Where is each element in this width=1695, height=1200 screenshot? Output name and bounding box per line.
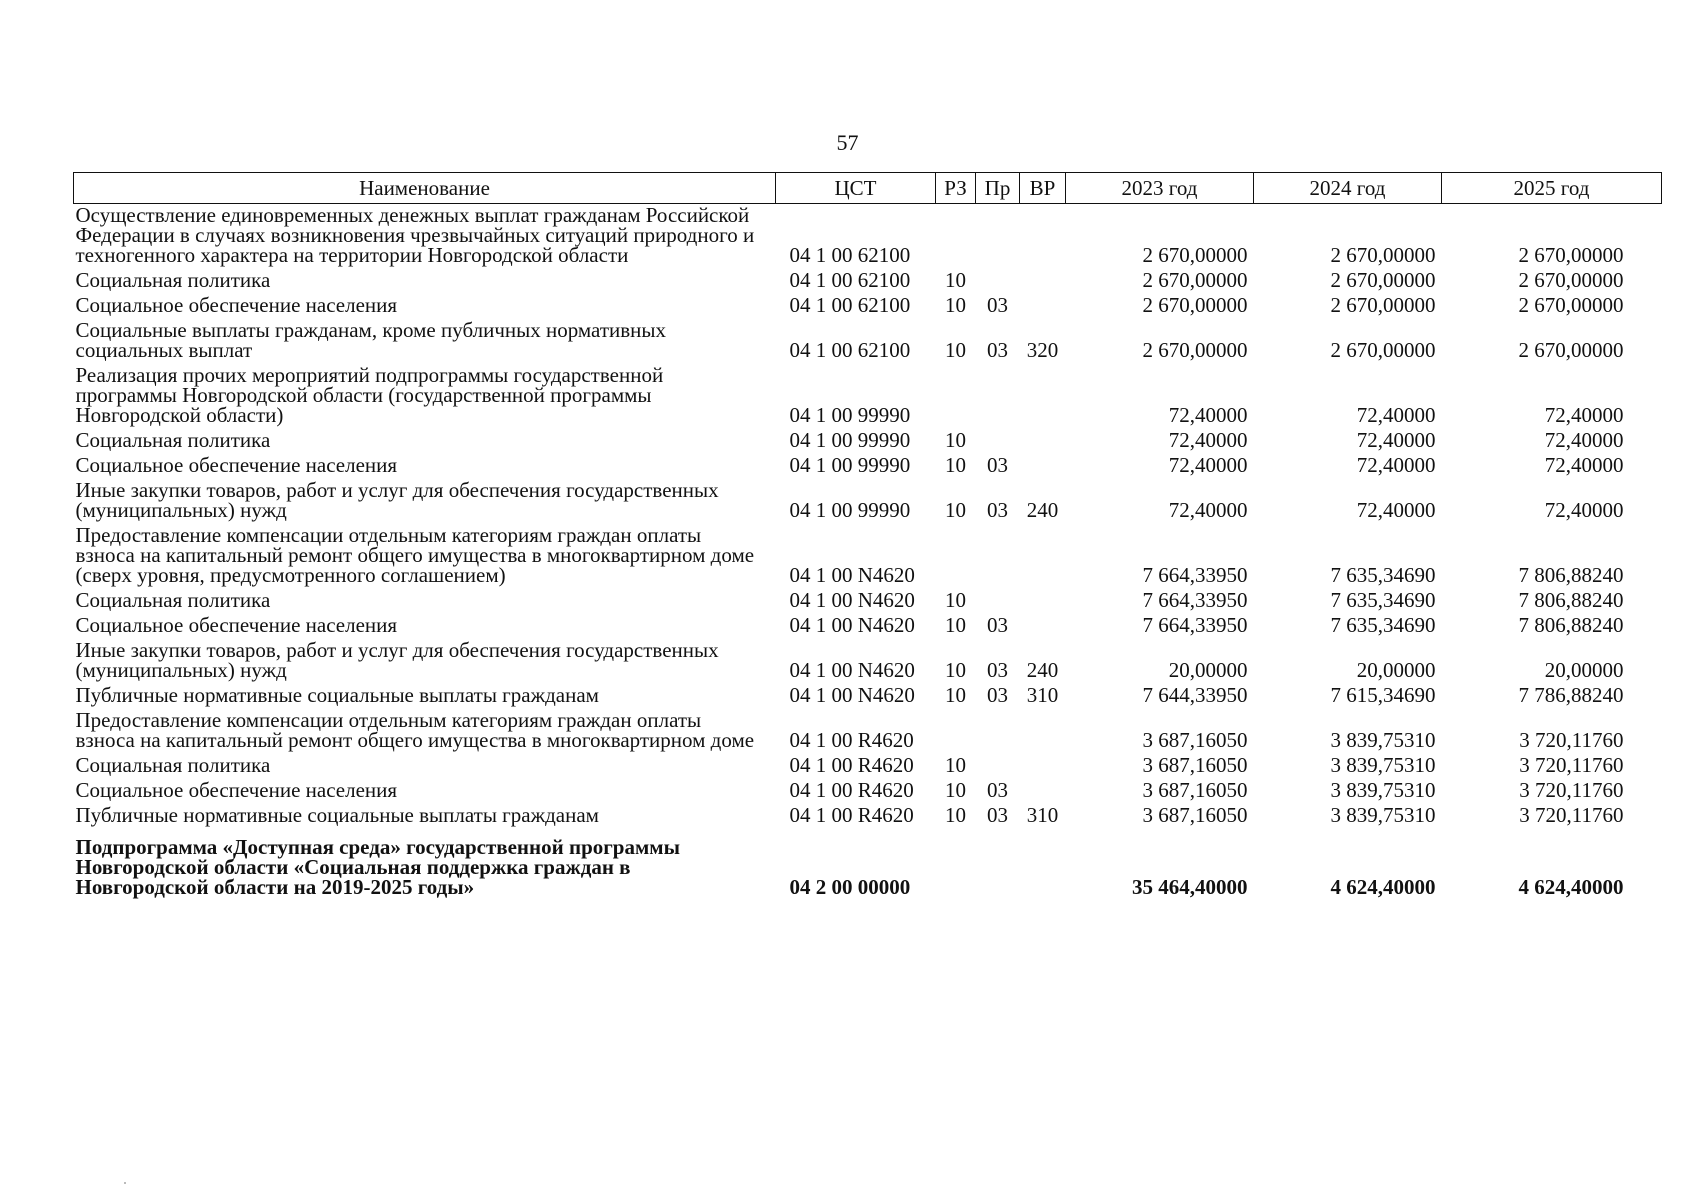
cell-cst: 04 1 00 62100 <box>789 268 911 292</box>
cell-cst: 04 1 00 N4620 <box>789 563 915 587</box>
cell-vr <box>1020 614 1066 639</box>
cell-spacer <box>1630 319 1662 364</box>
cell-name: Реализация прочих мероприятий подпрограммы государственной программы Новгородской области (государственной программы Новгородской области) <box>75 363 664 427</box>
cell-2023: 72,40000 <box>1168 403 1248 427</box>
cell-2025: 3 720,11760 <box>1519 803 1624 827</box>
cell-2023: 35 464,40000 <box>1132 875 1248 899</box>
cell-pr: 03 <box>987 498 1008 522</box>
cell-2025: 72,40000 <box>1544 453 1624 477</box>
header-vr: ВР <box>1020 173 1066 204</box>
table-row <box>74 589 1662 614</box>
cell-2024: 2 670,00000 <box>1330 268 1436 292</box>
cell-2024: 3 839,75310 <box>1330 753 1436 777</box>
cell-spacer <box>1630 524 1662 589</box>
table-row <box>74 639 1662 684</box>
header-name: Наименование <box>74 173 776 204</box>
cell-2025: 3 720,11760 <box>1519 728 1624 752</box>
cell-cst: 04 1 00 N4620 <box>789 588 915 612</box>
cell-2024: 20,00000 <box>1356 658 1436 682</box>
cell-vr <box>1020 754 1066 779</box>
cell-pr <box>976 589 1020 614</box>
header-2023: 2023 год <box>1066 173 1254 204</box>
cell-spacer <box>1630 294 1662 319</box>
table-row <box>74 319 1662 364</box>
cell-name: Иные закупки товаров, работ и услуг для обеспечения государственных (муниципальных) нужд <box>75 638 719 682</box>
cell-pr: 03 <box>987 338 1008 362</box>
cell-cst: 04 1 00 62100 <box>789 293 911 317</box>
cell-vr: 240 <box>1026 658 1059 682</box>
cell-spacer <box>1630 779 1662 804</box>
cell-2023: 7 664,33950 <box>1142 588 1248 612</box>
cell-rz: 10 <box>945 453 966 477</box>
cell-cst: 04 1 00 R4620 <box>789 803 914 827</box>
cell-pr: 03 <box>987 778 1008 802</box>
cell-pr <box>976 524 1020 589</box>
table-row <box>74 709 1662 754</box>
cell-vr <box>1020 294 1066 319</box>
cell-spacer <box>1630 614 1662 639</box>
cell-rz: 10 <box>945 428 966 452</box>
cell-name: Иные закупки товаров, работ и услуг для обеспечения государственных (муниципальных) нужд <box>75 478 719 522</box>
cell-name: Социальное обеспечение населения <box>75 778 398 802</box>
cell-rz: 10 <box>945 753 966 777</box>
cell-rz <box>936 204 976 270</box>
cell-spacer <box>1630 269 1662 294</box>
cell-rz <box>936 709 976 754</box>
cell-2025: 2 670,00000 <box>1518 293 1624 317</box>
cell-2024: 7 635,34690 <box>1330 563 1436 587</box>
cell-vr <box>1020 269 1066 294</box>
cell-2025: 20,00000 <box>1544 658 1624 682</box>
cell-2023: 3 687,16050 <box>1142 753 1248 777</box>
cell-spacer <box>1630 204 1662 270</box>
cell-rz: 10 <box>945 338 966 362</box>
cell-vr <box>1020 829 1066 901</box>
cell-pr <box>976 754 1020 779</box>
cell-2025: 2 670,00000 <box>1518 338 1624 362</box>
cell-2024: 7 615,34690 <box>1330 683 1436 707</box>
cell-pr: 03 <box>987 613 1008 637</box>
cell-name: Предоставление компенсации отдельным категориям граждан оплаты взноса на капитальный ремонт общего имущества в многоквартирном доме <box>75 708 755 752</box>
cell-2025: 72,40000 <box>1544 403 1624 427</box>
cell-name: Социальная политика <box>75 268 271 292</box>
cell-2024: 3 839,75310 <box>1330 728 1436 752</box>
table-row <box>74 479 1662 524</box>
cell-vr <box>1020 364 1066 429</box>
cell-name: Социальное обеспечение населения <box>75 453 398 477</box>
table-header <box>74 173 1662 204</box>
table-row <box>74 829 1662 901</box>
cell-name: Предоставление компенсации отдельным категориям граждан оплаты взноса на капитальный ремонт общего имущества в многоквартирном доме (сверх уровня, предусмотренного соглашением) <box>75 523 755 587</box>
cell-2025: 2 670,00000 <box>1518 243 1624 267</box>
header-pr: Пр <box>976 173 1020 204</box>
header-cst: ЦСТ <box>776 173 936 204</box>
cell-rz: 10 <box>945 613 966 637</box>
cell-2023: 2 670,00000 <box>1142 268 1248 292</box>
cell-2023: 2 670,00000 <box>1142 338 1248 362</box>
cell-2025: 72,40000 <box>1544 428 1624 452</box>
table-row <box>74 364 1662 429</box>
table-body <box>74 204 1662 902</box>
cell-pr: 03 <box>987 683 1008 707</box>
cell-2024: 2 670,00000 <box>1330 243 1436 267</box>
cell-2023: 72,40000 <box>1168 498 1248 522</box>
cell-2023: 7 664,33950 <box>1142 613 1248 637</box>
cell-vr <box>1020 524 1066 589</box>
table-row <box>74 269 1662 294</box>
cell-pr <box>976 269 1020 294</box>
cell-cst: 04 2 00 00000 <box>789 875 911 899</box>
cell-cst: 04 1 00 R4620 <box>789 778 914 802</box>
cell-cst: 04 1 00 99990 <box>789 453 911 477</box>
cell-2025: 4 624,40000 <box>1518 875 1624 899</box>
cell-cst: 04 1 00 99990 <box>789 403 911 427</box>
cell-spacer <box>1630 829 1662 901</box>
cell-rz: 10 <box>945 268 966 292</box>
table-row <box>74 684 1662 709</box>
page-number: 57 <box>836 130 859 155</box>
cell-pr <box>976 204 1020 270</box>
cell-cst: 04 1 00 N4620 <box>789 658 915 682</box>
header-2024: 2024 год <box>1254 173 1442 204</box>
cell-2023: 72,40000 <box>1168 428 1248 452</box>
cell-name: Социальное обеспечение населения <box>75 613 398 637</box>
cell-2023: 3 687,16050 <box>1142 728 1248 752</box>
cell-rz: 10 <box>945 683 966 707</box>
cell-spacer <box>1630 429 1662 454</box>
cell-cst: 04 1 00 99990 <box>789 428 911 452</box>
cell-2023: 20,00000 <box>1168 658 1248 682</box>
cell-spacer <box>1630 709 1662 754</box>
cell-2024: 72,40000 <box>1356 453 1436 477</box>
cell-spacer <box>1630 589 1662 614</box>
cell-spacer <box>1630 804 1662 829</box>
table-row <box>74 614 1662 639</box>
table-row <box>74 524 1662 589</box>
cell-name: Публичные нормативные социальные выплаты гражданам <box>75 683 599 707</box>
cell-2024: 72,40000 <box>1356 428 1436 452</box>
cell-vr <box>1020 429 1066 454</box>
cell-2024: 2 670,00000 <box>1330 293 1436 317</box>
cell-2025: 7 806,88240 <box>1518 563 1624 587</box>
cell-name: Социальная политика <box>75 753 271 777</box>
cell-rz: 10 <box>945 498 966 522</box>
cell-2023: 2 670,00000 <box>1142 243 1248 267</box>
cell-cst: 04 1 00 N4620 <box>789 683 915 707</box>
cell-cst: 04 1 00 R4620 <box>789 753 914 777</box>
cell-2023: 2 670,00000 <box>1142 293 1248 317</box>
cell-rz <box>936 364 976 429</box>
cell-rz: 10 <box>945 293 966 317</box>
cell-pr <box>976 429 1020 454</box>
cell-2025: 72,40000 <box>1544 498 1624 522</box>
cell-pr: 03 <box>987 803 1008 827</box>
cell-2025: 7 806,88240 <box>1518 613 1624 637</box>
cell-vr <box>1020 589 1066 614</box>
cell-cst: 04 1 00 99990 <box>789 498 911 522</box>
cell-pr: 03 <box>987 453 1008 477</box>
cell-cst: 04 1 00 R4620 <box>789 728 914 752</box>
table-row <box>74 204 1662 270</box>
cell-spacer <box>1630 454 1662 479</box>
cell-2025: 2 670,00000 <box>1518 268 1624 292</box>
cell-2024: 7 635,34690 <box>1330 588 1436 612</box>
cell-pr: 03 <box>987 293 1008 317</box>
cell-name: Публичные нормативные социальные выплаты гражданам <box>75 803 599 827</box>
cell-cst: 04 1 00 N4620 <box>789 613 915 637</box>
cell-rz: 10 <box>945 658 966 682</box>
cell-name: Социальная политика <box>75 428 271 452</box>
budget-table <box>73 172 1662 901</box>
table-row <box>74 429 1662 454</box>
cell-vr <box>1020 709 1066 754</box>
cell-vr: 310 <box>1026 683 1059 707</box>
cell-2024: 4 624,40000 <box>1330 875 1436 899</box>
cell-2024: 3 839,75310 <box>1330 778 1436 802</box>
scan-speck <box>124 1182 126 1184</box>
cell-name: Осуществление единовременных денежных выплат гражданам Российской Федерации в случаях возникновения чрезвычайных ситуаций природного и техногенного характера на территории Новгородской области <box>75 203 755 267</box>
cell-spacer <box>1630 684 1662 709</box>
cell-vr <box>1020 779 1066 804</box>
cell-vr: 310 <box>1026 803 1059 827</box>
cell-2025: 7 806,88240 <box>1518 588 1624 612</box>
cell-vr: 240 <box>1026 498 1059 522</box>
cell-rz: 10 <box>945 778 966 802</box>
cell-spacer <box>1630 479 1662 524</box>
cell-2024: 2 670,00000 <box>1330 338 1436 362</box>
cell-2023: 3 687,16050 <box>1142 778 1248 802</box>
cell-2024: 72,40000 <box>1356 498 1436 522</box>
table-row <box>74 754 1662 779</box>
cell-pr <box>976 364 1020 429</box>
cell-2024: 72,40000 <box>1356 403 1436 427</box>
cell-cst: 04 1 00 62100 <box>789 338 911 362</box>
cell-spacer <box>1630 364 1662 429</box>
cell-2024: 3 839,75310 <box>1330 803 1436 827</box>
cell-2025: 3 720,11760 <box>1519 753 1624 777</box>
table-row <box>74 294 1662 319</box>
cell-pr <box>976 709 1020 754</box>
cell-2023: 7 644,33950 <box>1142 683 1248 707</box>
cell-rz <box>936 524 976 589</box>
cell-vr: 320 <box>1026 338 1059 362</box>
cell-name: Социальная политика <box>75 588 271 612</box>
cell-name: Подпрограмма «Доступная среда» государственной программы Новгородской области «Социальная поддержка граждан в Новгородской области на 2019-2025 годы» <box>75 835 680 899</box>
cell-pr: 03 <box>987 658 1008 682</box>
header-2025: 2025 год <box>1442 173 1662 204</box>
cell-rz: 10 <box>945 588 966 612</box>
cell-2025: 7 786,88240 <box>1518 683 1624 707</box>
cell-2023: 7 664,33950 <box>1142 563 1248 587</box>
cell-spacer <box>1630 754 1662 779</box>
cell-rz: 10 <box>945 803 966 827</box>
cell-2023: 72,40000 <box>1168 453 1248 477</box>
cell-pr <box>976 829 1020 901</box>
cell-rz <box>936 829 976 901</box>
cell-vr <box>1020 454 1066 479</box>
cell-2023: 3 687,16050 <box>1142 803 1248 827</box>
cell-cst: 04 1 00 62100 <box>789 243 911 267</box>
cell-2025: 3 720,11760 <box>1519 778 1624 802</box>
header-rz: РЗ <box>936 173 976 204</box>
cell-name: Социальное обеспечение населения <box>75 293 398 317</box>
table-row <box>74 779 1662 804</box>
table-row <box>74 804 1662 829</box>
cell-2024: 7 635,34690 <box>1330 613 1436 637</box>
cell-vr <box>1020 204 1066 270</box>
table-row <box>74 454 1662 479</box>
cell-name: Социальные выплаты гражданам, кроме публичных нормативных социальных выплат <box>75 318 667 362</box>
cell-spacer <box>1630 639 1662 684</box>
